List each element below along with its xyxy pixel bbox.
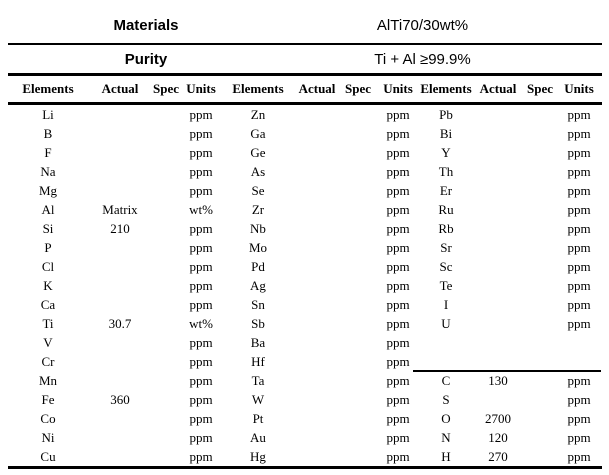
col-header-spec-1: Spec — [153, 81, 179, 96]
units-cell: ppm — [386, 163, 410, 179]
units-cell: ppm — [189, 296, 213, 312]
table-row — [8, 352, 602, 371]
col-header-elements-3: Elements — [420, 81, 472, 96]
units-cell: ppm — [567, 125, 591, 141]
units-cell: wt% — [189, 315, 213, 331]
table-row — [8, 371, 602, 390]
units-cell: ppm — [567, 391, 591, 407]
element-cell: B — [43, 125, 53, 141]
table-header-row — [8, 76, 602, 102]
units-cell: ppm — [386, 277, 410, 293]
units-cell: ppm — [386, 182, 410, 198]
units-cell: ppm — [567, 239, 591, 255]
element-cell: Mo — [248, 239, 268, 255]
units-cell: ppm — [189, 448, 213, 464]
element-cell: Sn — [251, 296, 265, 312]
actual-cell: 120 — [488, 429, 508, 445]
actual-cell: 360 — [110, 391, 130, 407]
units-cell: ppm — [567, 182, 591, 198]
units-cell: ppm — [567, 448, 591, 464]
element-cell: Co — [40, 410, 56, 426]
element-cell: Ru — [438, 201, 454, 217]
element-cell: Ti — [42, 315, 54, 331]
col-header-units-3: Units — [564, 81, 594, 96]
element-cell: K — [43, 277, 53, 293]
units-cell: ppm — [386, 315, 410, 331]
element-cell: Mn — [38, 372, 58, 388]
element-cell: Pd — [251, 258, 265, 274]
divider-bottom — [8, 466, 602, 469]
units-cell: wt% — [189, 201, 213, 217]
table-row — [8, 143, 602, 162]
element-cell: U — [441, 315, 451, 331]
table-row — [8, 162, 602, 181]
element-cell: C — [441, 372, 451, 388]
purity-label: Purity — [124, 50, 168, 68]
units-cell: ppm — [189, 163, 213, 179]
units-cell: ppm — [567, 258, 591, 274]
materials-row — [0, 8, 609, 43]
units-cell: ppm — [189, 410, 213, 426]
element-cell: Rb — [438, 220, 454, 236]
units-cell: ppm — [189, 125, 213, 141]
units-cell: ppm — [386, 125, 410, 141]
col-header-spec-2: Spec — [345, 81, 371, 96]
units-cell: ppm — [189, 182, 213, 198]
units-cell: ppm — [567, 163, 591, 179]
col-header-units-1: Units — [186, 81, 216, 96]
element-cell: V — [43, 334, 53, 350]
units-cell: ppm — [386, 220, 410, 236]
element-cell: Mg — [38, 182, 58, 198]
col-header-elements-2: Elements — [232, 81, 284, 96]
element-cell: Hf — [251, 353, 265, 369]
materials-value: AlTi70/30wt% — [376, 17, 469, 34]
units-cell: ppm — [386, 410, 410, 426]
units-cell: ppm — [386, 258, 410, 274]
units-cell: ppm — [189, 106, 213, 122]
element-cell: Bi — [439, 125, 453, 141]
element-cell: Ca — [40, 296, 56, 312]
element-cell: Cl — [41, 258, 55, 274]
units-cell: ppm — [386, 334, 410, 350]
table-row — [8, 314, 602, 333]
element-cell: O — [441, 410, 451, 426]
actual-cell: 2700 — [485, 410, 511, 426]
element-cell: Nb — [250, 220, 266, 236]
table-row — [8, 276, 602, 295]
units-cell: ppm — [189, 353, 213, 369]
element-cell: Fe — [41, 391, 55, 407]
element-cell: S — [442, 391, 450, 407]
element-cell: Zn — [250, 106, 266, 122]
table-body — [0, 105, 609, 466]
table-row — [8, 428, 602, 447]
conh-section-divider — [413, 370, 601, 372]
units-cell: ppm — [386, 448, 410, 464]
units-cell: ppm — [189, 391, 213, 407]
table-row — [8, 295, 602, 314]
units-cell: ppm — [386, 391, 410, 407]
element-cell: Ag — [250, 277, 266, 293]
element-cell: As — [250, 163, 266, 179]
table-row — [8, 333, 602, 352]
table-row — [8, 238, 602, 257]
units-cell: ppm — [567, 410, 591, 426]
element-cell: N — [441, 429, 451, 445]
element-cell: H — [441, 448, 451, 464]
element-cell: F — [44, 144, 52, 160]
element-cell: Ba — [250, 334, 266, 350]
element-cell: Ta — [251, 372, 265, 388]
units-cell: ppm — [567, 277, 591, 293]
units-cell: ppm — [386, 296, 410, 312]
units-cell: ppm — [567, 220, 591, 236]
element-cell: Na — [40, 163, 56, 179]
units-cell: ppm — [189, 220, 213, 236]
actual-cell: 210 — [110, 220, 130, 236]
table-row — [8, 181, 602, 200]
units-cell: ppm — [189, 429, 213, 445]
units-cell: ppm — [567, 144, 591, 160]
units-cell: ppm — [386, 372, 410, 388]
materials-label: Materials — [113, 17, 179, 34]
actual-cell: 30.7 — [108, 315, 132, 331]
element-cell: Se — [251, 182, 265, 198]
units-cell: ppm — [189, 277, 213, 293]
actual-cell: Matrix — [102, 201, 138, 217]
table-row — [8, 124, 602, 143]
element-cell: Ga — [250, 125, 266, 141]
units-cell: ppm — [567, 372, 591, 388]
col-header-spec-3: Spec — [527, 81, 553, 96]
element-cell: Sr — [440, 239, 452, 255]
units-cell: ppm — [189, 334, 213, 350]
units-cell: ppm — [386, 239, 410, 255]
element-cell: Ge — [250, 144, 266, 160]
col-header-units-2: Units — [383, 81, 413, 96]
table-row — [8, 105, 602, 124]
table-row — [8, 390, 602, 409]
col-header-actual-1: Actual — [101, 81, 139, 96]
units-cell: ppm — [386, 144, 410, 160]
units-cell: ppm — [386, 429, 410, 445]
element-cell: Cr — [41, 353, 55, 369]
col-header-actual-2: Actual — [298, 81, 336, 96]
table-row — [8, 409, 602, 428]
units-cell: ppm — [189, 258, 213, 274]
table-row — [8, 200, 602, 219]
units-cell: ppm — [189, 372, 213, 388]
element-cell: Li — [42, 106, 54, 122]
element-cell: W — [251, 391, 265, 407]
units-cell: ppm — [386, 106, 410, 122]
actual-cell: 130 — [488, 372, 508, 388]
element-cell: Pb — [439, 106, 453, 122]
element-cell: Th — [438, 163, 454, 179]
units-cell: ppm — [567, 106, 591, 122]
element-cell: Te — [439, 277, 453, 293]
element-cell: Au — [250, 429, 266, 445]
element-cell: Hg — [250, 448, 266, 464]
element-cell: I — [443, 296, 449, 312]
units-cell: ppm — [386, 353, 410, 369]
element-cell: Ni — [41, 429, 55, 445]
element-cell: Cu — [40, 448, 56, 464]
units-cell: ppm — [189, 239, 213, 255]
actual-cell: 270 — [488, 448, 508, 464]
purity-row — [0, 45, 609, 73]
units-cell: ppm — [567, 315, 591, 331]
units-cell: ppm — [386, 201, 410, 217]
element-cell: Sc — [439, 258, 453, 274]
purity-value: Ti + Al ≥99.9% — [374, 50, 471, 68]
element-cell: Si — [42, 220, 54, 236]
element-cell: Sb — [251, 315, 265, 331]
col-header-actual-3: Actual — [479, 81, 517, 96]
element-cell: Al — [41, 201, 55, 217]
element-cell: Pt — [252, 410, 264, 426]
col-header-elements-1: Elements — [22, 81, 74, 96]
element-cell: P — [44, 239, 52, 255]
units-cell: ppm — [189, 144, 213, 160]
table-row — [8, 219, 602, 238]
table-row — [8, 257, 602, 276]
element-cell: Y — [441, 144, 451, 160]
units-cell: ppm — [567, 429, 591, 445]
units-cell: ppm — [567, 201, 591, 217]
units-cell: ppm — [567, 296, 591, 312]
element-cell: Zr — [251, 201, 265, 217]
table-row — [8, 447, 602, 466]
element-cell: Er — [439, 182, 453, 198]
